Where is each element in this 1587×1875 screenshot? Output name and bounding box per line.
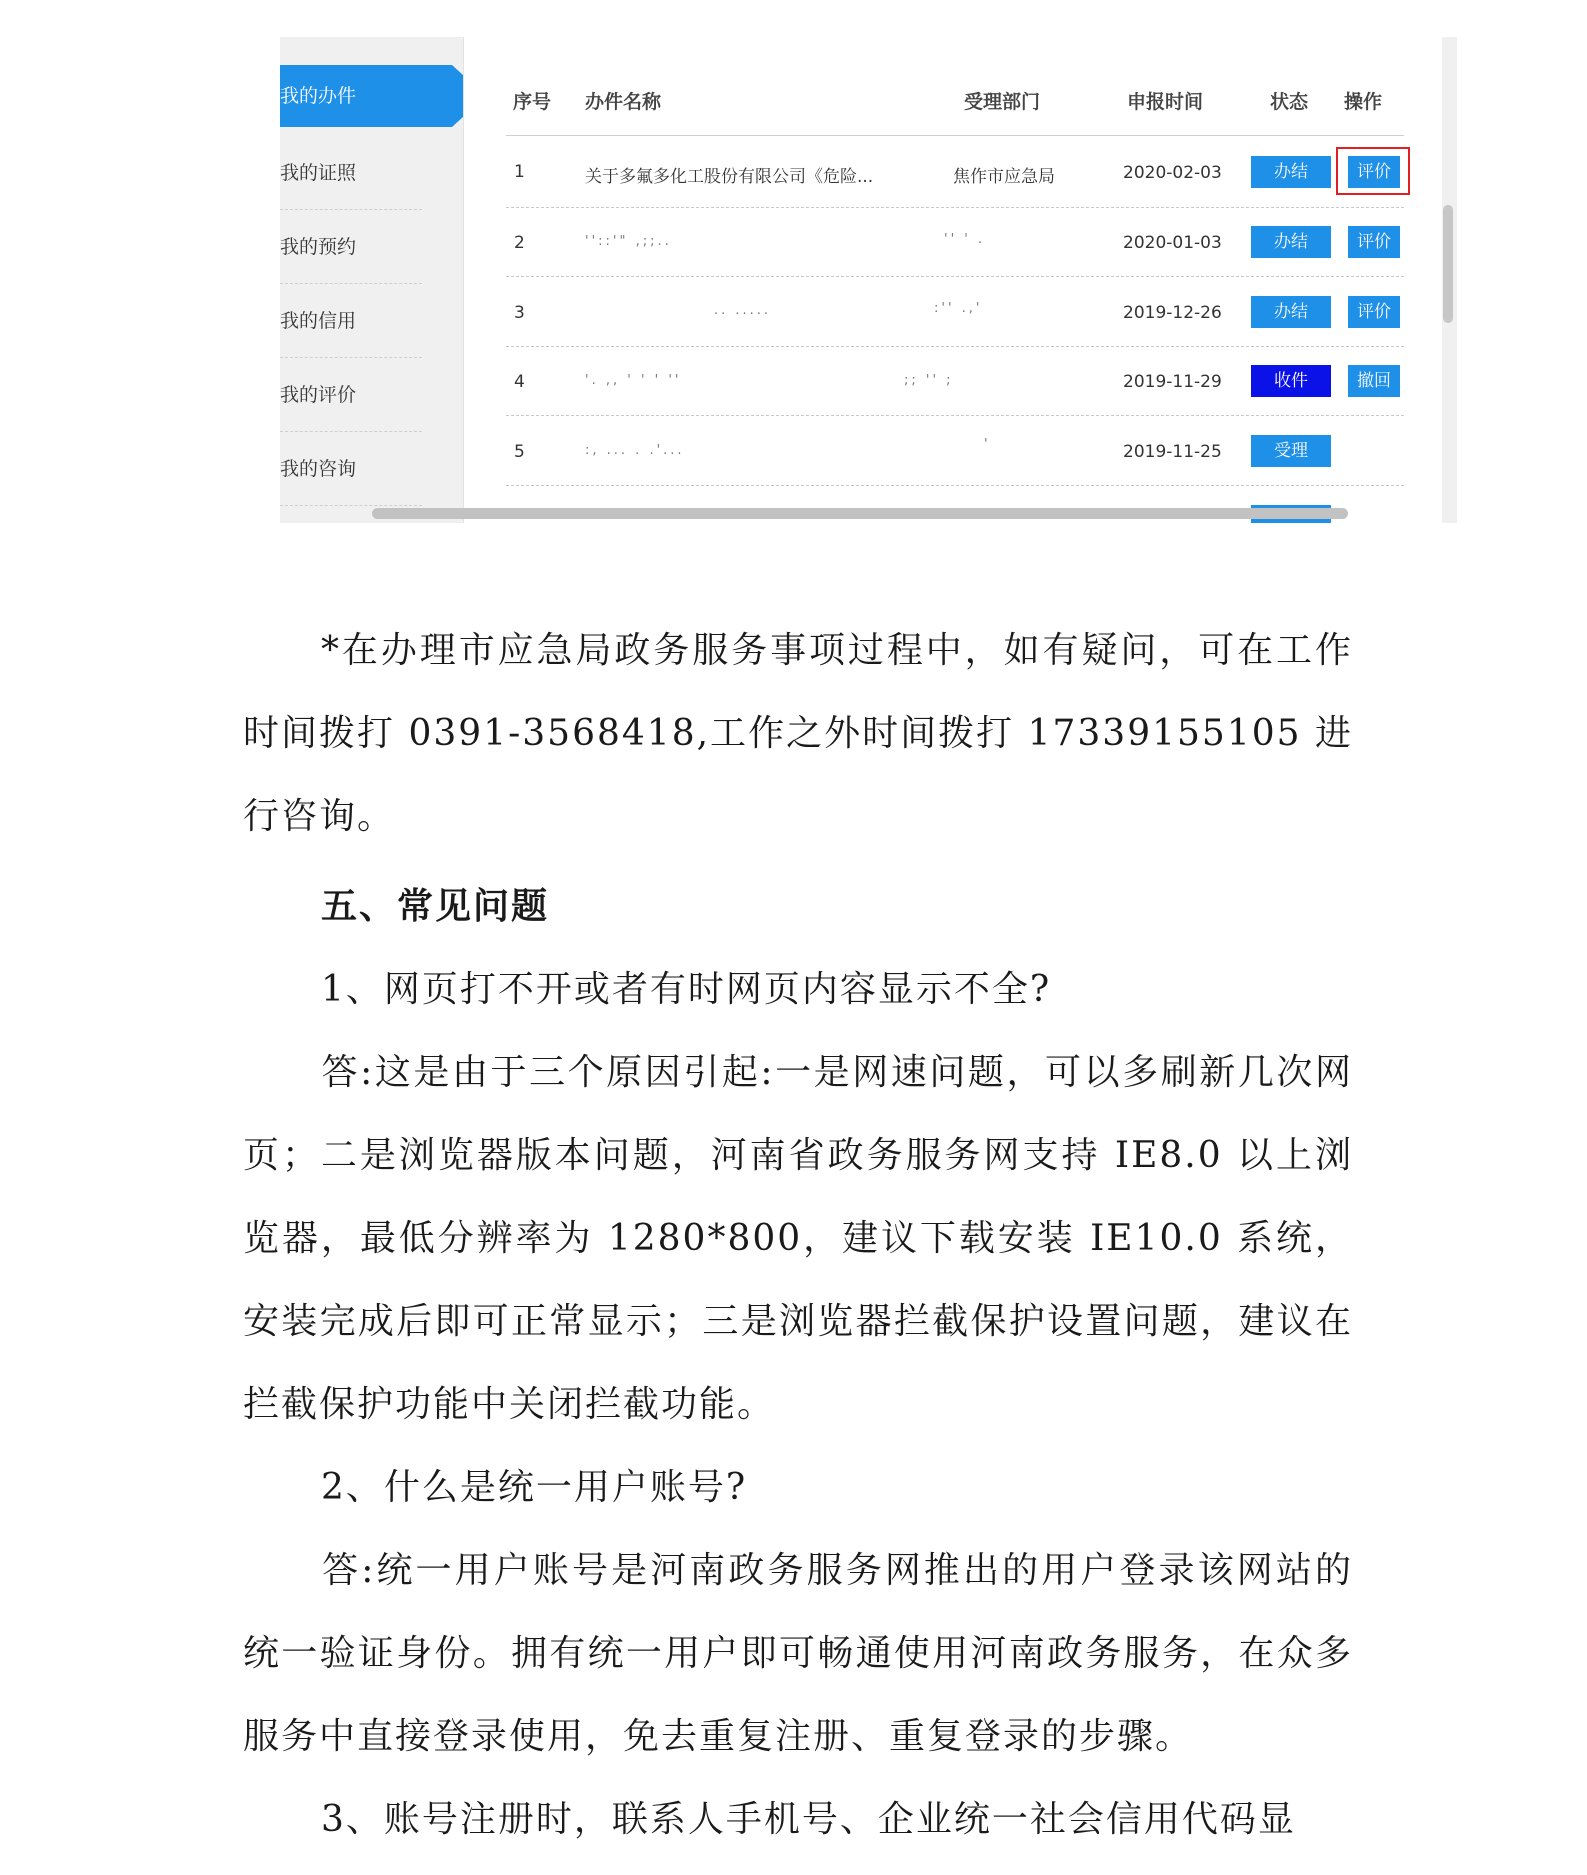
- sidebar-item-my-consultations[interactable]: [280, 433, 422, 506]
- sidebar-item-label: 我的信用: [280, 310, 357, 332]
- header-date: 申报时间: [1127, 91, 1204, 113]
- status-badge: 办结: [1251, 296, 1331, 328]
- status-badge: 办结: [1251, 226, 1331, 258]
- question-2: [243, 1446, 1353, 1529]
- answer-1-text: 答:这是由于三个原因引起:一是网速问题，可以多刷新几次网页；二是浏览器版本问题，河南省政务服务网支持 IE8.0 以上浏览器，最低分辨率为 1280*800，建议下载安装 IE10.0 系统，安装完成后即可正常显示；三是浏览器拦截保护设置问题，建议在拦截保护功能中关闭拦截功能。: [243, 1052, 1353, 1425]
- answer-2: [243, 1529, 1353, 1778]
- header-no: 序号: [513, 91, 552, 113]
- header-divider: [506, 135, 1404, 136]
- redacted-name: :, ... . .'...: [585, 443, 685, 458]
- row-divider: [506, 207, 1404, 208]
- row-date: 2019-11-29: [1123, 372, 1222, 392]
- redacted-dept: ': [984, 437, 991, 452]
- redacted-dept: :'' .,': [934, 301, 983, 316]
- redacted-name: .. .....: [714, 303, 772, 318]
- vertical-scrollbar[interactable]: [1443, 205, 1453, 323]
- row-no: 2: [514, 233, 525, 253]
- question-1-text: 1、网页打不开或者有时网页内容显示不全?: [321, 969, 1052, 1010]
- status-badge: 收件: [1251, 365, 1331, 397]
- row-name[interactable]: 关于多氟多化工股份有限公司《危险...: [585, 167, 874, 187]
- header-dept: 受理部门: [964, 91, 1041, 113]
- question-3: [243, 1778, 1353, 1861]
- sidebar-item-label: 我的咨询: [280, 458, 357, 480]
- row-no: 1: [514, 162, 525, 182]
- review-button[interactable]: 评价: [1348, 226, 1400, 258]
- row-divider: [506, 276, 1404, 277]
- row-dept: 焦作市应急局: [953, 167, 1055, 187]
- section-heading: 五、常见问题: [321, 886, 550, 927]
- sidebar-item-my-reviews[interactable]: [280, 359, 422, 432]
- horizontal-scrollbar[interactable]: [372, 508, 1348, 519]
- sidebar-item-label: 我的评价: [280, 384, 357, 406]
- withdraw-button[interactable]: 撤回: [1348, 365, 1400, 397]
- sidebar-item-my-appointments[interactable]: [280, 211, 422, 284]
- row-date: 2020-01-03: [1123, 233, 1222, 253]
- redacted-dept: '' ' .: [944, 232, 986, 247]
- sidebar: [280, 37, 452, 523]
- review-button[interactable]: 评价: [1348, 156, 1400, 188]
- case-table-panel: [463, 37, 1442, 523]
- sidebar-item-label: 我的证照: [280, 162, 357, 184]
- header-action: 操作: [1344, 91, 1383, 113]
- answer-1: [243, 1031, 1353, 1446]
- row-date: 2019-11-25: [1123, 442, 1222, 462]
- contact-text: *在办理市应急局政务服务事项过程中，如有疑问，可在工作时间拨打 0391-3568418,工作之外时间拨打 17339155105 进行咨询。: [243, 630, 1353, 837]
- row-no: 4: [514, 372, 525, 392]
- header-status: 状态: [1270, 91, 1309, 113]
- question-1: [243, 948, 1353, 1031]
- review-button[interactable]: 评价: [1348, 296, 1400, 328]
- sidebar-item-label: 我的预约: [280, 236, 357, 258]
- highlight-box: [1336, 147, 1410, 195]
- row-divider: [506, 415, 1404, 416]
- sidebar-item-my-certificates[interactable]: [280, 137, 422, 210]
- status-badge: 办结: [1251, 156, 1331, 188]
- question-3-text: 3、账号注册时，联系人手机号、企业统一社会信用代码显: [321, 1799, 1296, 1840]
- contact-paragraph: [243, 609, 1353, 858]
- redacted-dept: ;; '' ;: [904, 373, 954, 388]
- status-badge: 受理: [1251, 435, 1331, 467]
- sidebar-item-my-cases[interactable]: [280, 65, 452, 127]
- row-no: 5: [514, 442, 525, 462]
- header-name: 办件名称: [585, 91, 662, 113]
- sidebar-item-label: 我的办件: [280, 85, 357, 107]
- row-no: 3: [514, 303, 525, 323]
- row-date: 2019-12-26: [1123, 303, 1222, 323]
- sidebar-item-my-credit[interactable]: [280, 285, 422, 358]
- row-date: 2020-02-03: [1123, 163, 1222, 183]
- embedded-screenshot: [280, 37, 1457, 523]
- answer-2-text: 答:统一用户账号是河南政务服务网推出的用户登录该网站的统一验证身份。拥有统一用户即可畅通使用河南政务服务，在众多服务中直接登录使用，免去重复注册、重复登录的步骤。: [243, 1550, 1353, 1757]
- redacted-name: ''::'" ,;;..: [585, 234, 672, 249]
- question-2-text: 2、什么是统一用户账号?: [321, 1467, 748, 1508]
- row-divider: [506, 346, 1404, 347]
- row-divider: [506, 485, 1404, 486]
- redacted-name: '. ,, ' ' ' '': [585, 373, 682, 388]
